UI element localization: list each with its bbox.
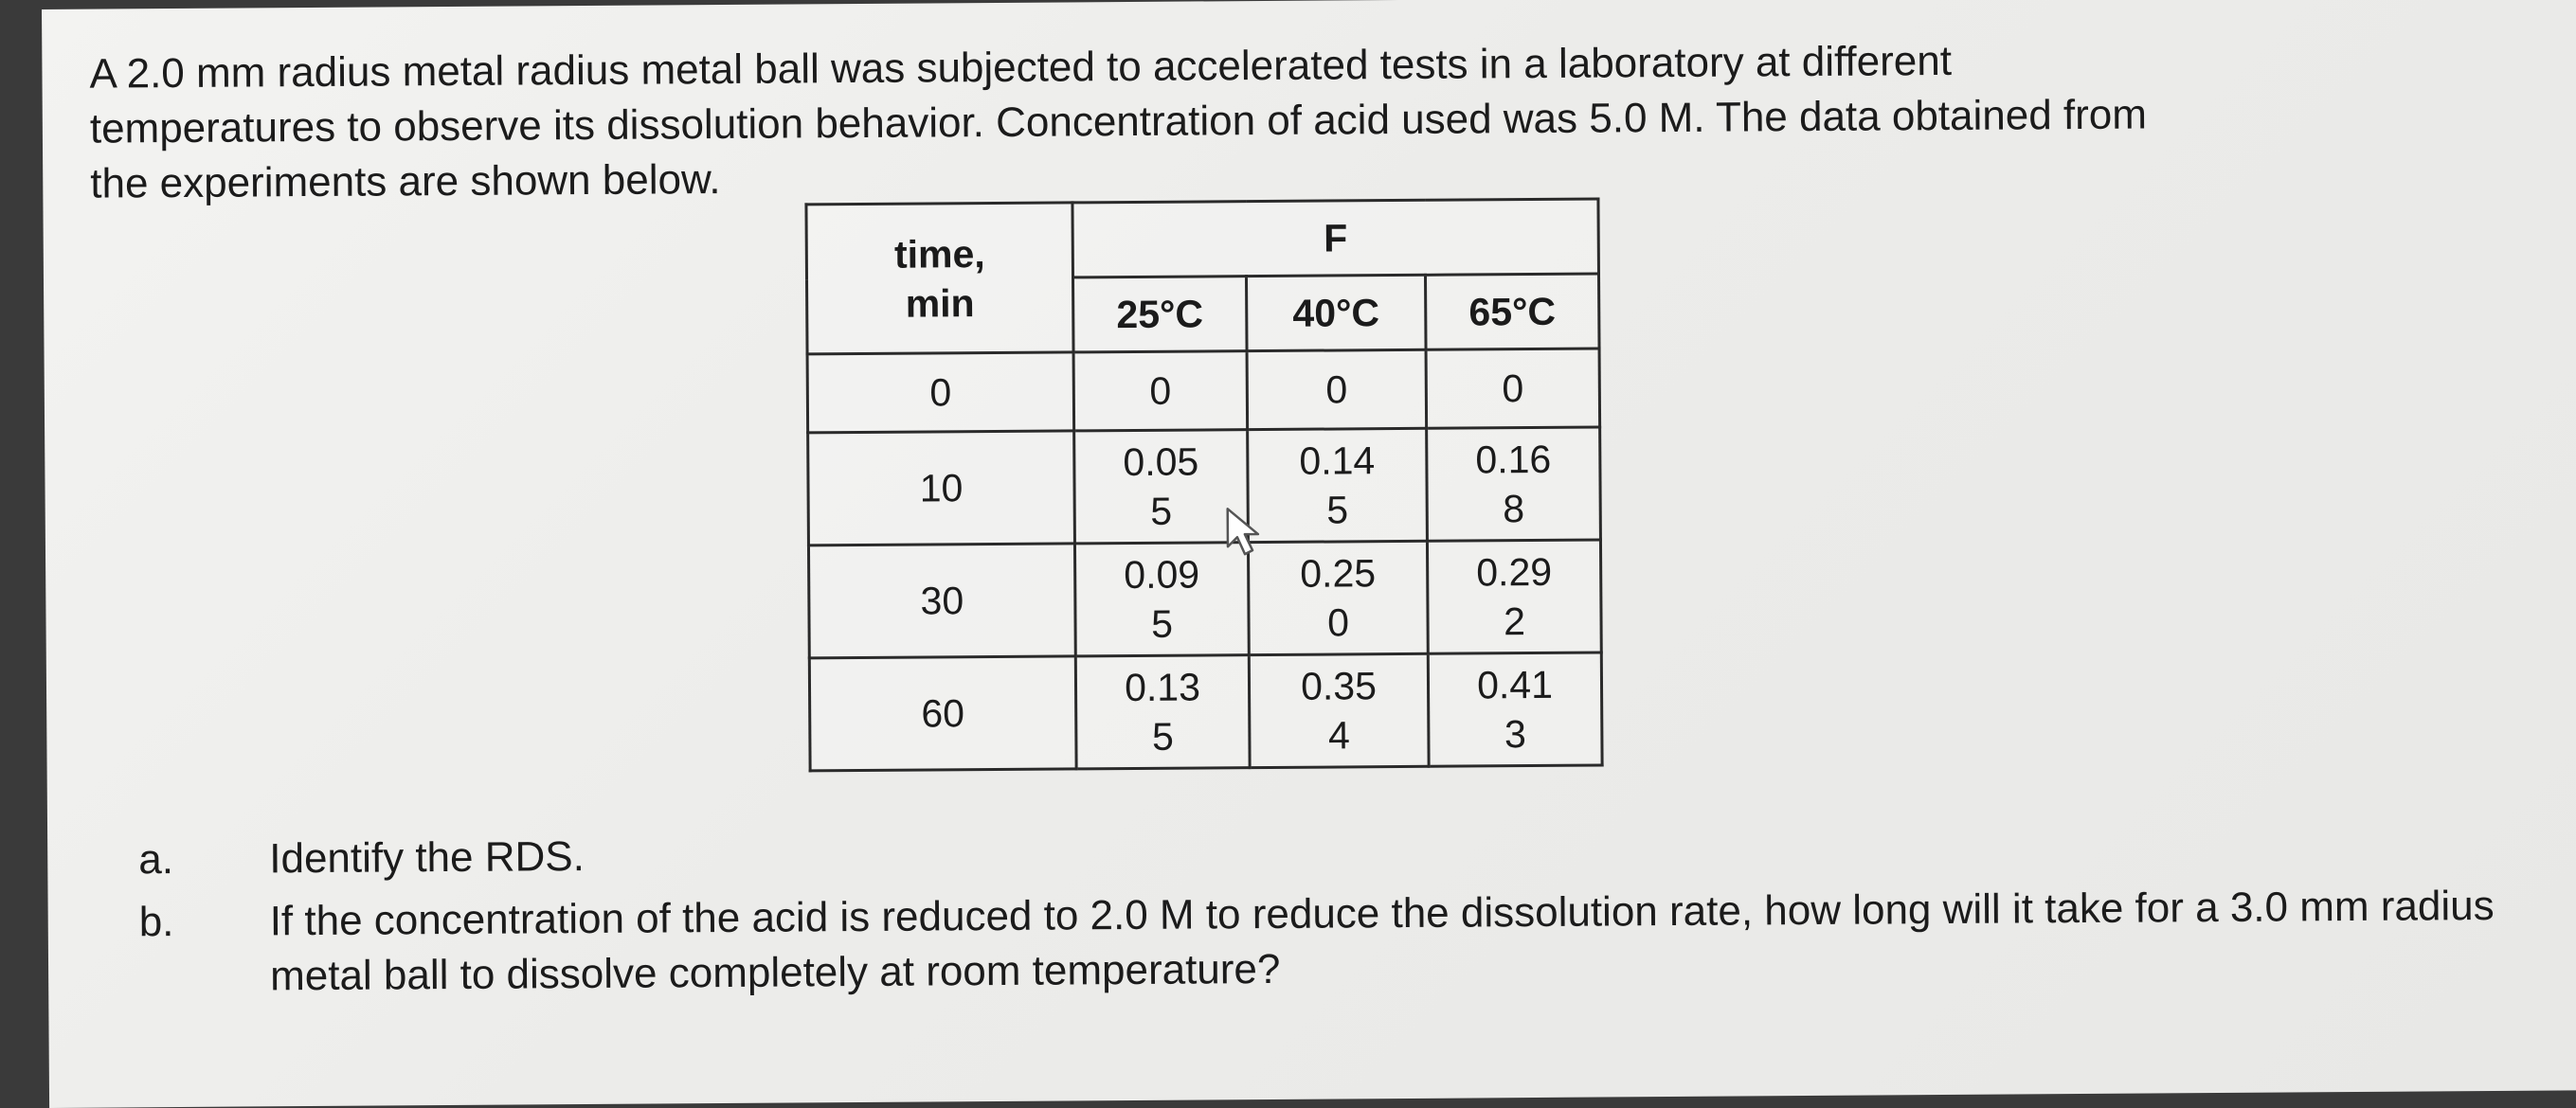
question-marker: b. xyxy=(138,899,174,946)
value-cell: 0 xyxy=(1073,351,1248,431)
problem-statement xyxy=(89,29,2553,211)
question-list xyxy=(138,815,2565,1012)
value-cell: 0.41 3 xyxy=(1428,652,1602,766)
temp-header-65: 65°C xyxy=(1425,274,1599,349)
question-marker: a. xyxy=(138,836,174,884)
table-row xyxy=(808,540,1601,658)
mouse-pointer-icon xyxy=(1224,505,1270,562)
value-cell: 0.25 0 xyxy=(1248,541,1428,654)
fraction-group-header: F xyxy=(1072,199,1599,277)
value-cell: 0.16 8 xyxy=(1427,427,1601,541)
time-cell: 10 xyxy=(808,431,1075,545)
temp-header-40: 40°C xyxy=(1246,275,1426,350)
question-item xyxy=(139,878,2566,1005)
table-row xyxy=(807,348,1600,433)
worksheet-page xyxy=(42,0,2576,1108)
value-cell: 0.05 5 xyxy=(1074,430,1249,544)
time-cell: 0 xyxy=(807,352,1074,433)
table-row xyxy=(809,652,1602,771)
problem-line-3: the experiments are shown below. xyxy=(90,156,721,207)
value-cell: 0.35 4 xyxy=(1249,653,1429,767)
time-column-header: time, min xyxy=(806,203,1073,354)
question-text: If the concentration of the acid is reduced to 2.0 M to reduce the dissolution rate, how long will it take for a 3.0 mm radius metal ball to dissolve completely at room temperature? xyxy=(269,882,2495,1000)
value-cell: 0 xyxy=(1247,349,1427,429)
problem-line-2: temperatures to observe its dissolution behavior. Concentration of acid used was 5.0 M. The data obtained from xyxy=(89,91,2148,152)
value-cell: 0.29 2 xyxy=(1427,540,1601,653)
value-cell: 0.13 5 xyxy=(1075,655,1250,769)
question-item xyxy=(138,815,2564,887)
question-text: Identify the RDS. xyxy=(269,833,585,883)
temp-header-25: 25°C xyxy=(1073,277,1248,352)
table-row xyxy=(808,427,1601,545)
table-header-row xyxy=(806,199,1599,279)
time-cell: 30 xyxy=(808,544,1075,658)
value-cell: 0.14 5 xyxy=(1248,428,1428,542)
time-cell: 60 xyxy=(809,656,1076,771)
problem-line-1: A 2.0 mm radius metal radius metal ball was subjected to accelerated tests in a laboratory at different xyxy=(89,37,1953,98)
value-cell: 0.09 5 xyxy=(1074,543,1249,656)
value-cell: 0 xyxy=(1426,348,1600,428)
dissolution-data-table xyxy=(804,198,1603,773)
